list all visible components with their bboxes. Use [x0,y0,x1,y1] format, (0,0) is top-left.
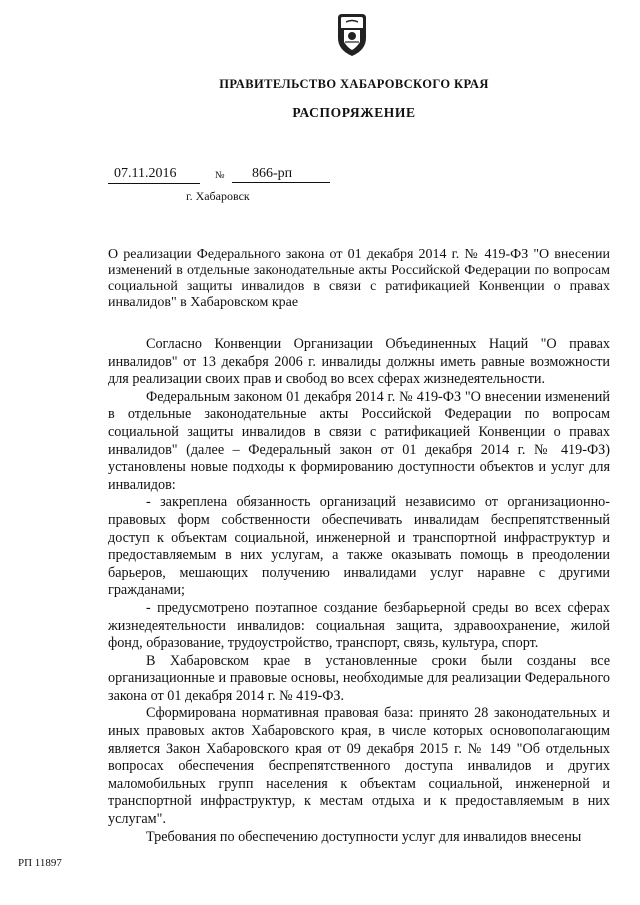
paragraph: Требования по обеспечению доступности услуг для инвалидов внесены [146,828,582,845]
document-subject: О реализации Федерального закона от 01 декабря 2014 г. № 419-ФЗ "О внесении изменений в отдельные законодательные акты Российской Федерации по вопросам социальной защиты инвалидов в связи с ратификацией Конвенции о правах инвалидов" в Хабаровском крае [108,247,610,310]
paragraph: Сформирована нормативная правовая база: принято 28 законодательных и иных правовых актов Хабаровского края, в числе которых основополагающим является Закон Хабаровского края от 09 декабря 2015 г. № 149 "Об отдельных вопросах обеспечения беспрепятственного доступа инвалидов и других маломобильных групп населения к объектам социальной, инженерной и транспортной инфраструктур, к местам отдыха и к предоставляемым в них услугам". [108,705,610,828]
list-item: - предусмотрено поэтапное создание безбарьерной среды во всех сферах жизнедеятельности инвалидов: социальная защита, здравоохранение, жилой фонд, образование, трудоустройство, транспорт, связь, культура, спорт. [108,599,610,652]
document-type: РАСПОРЯЖЕНИЕ [292,105,416,120]
paragraph: Согласно Конвенции Организации Объединенных Наций "О правах инвалидов" от 13 декабря 2006 г. инвалиды должны иметь равные возможности для реализации своих прав и свобод во всех сферах жизнедеятельности. [108,336,610,388]
city: г. Хабаровск [186,189,250,203]
document-date: 07.11.2016 [108,166,200,184]
coat-of-arms-icon [332,12,372,58]
paragraph: Федеральным законом 01 декабря 2014 г. № 419-ФЗ "О внесении изменений в отдельные законодательные акты Российской Федерации по вопросам социальной защиты инвалидов в связи с ратификацией Конвенции о правах инвалидов" (далее – Федеральный закон от 01 декабря 2014 г. № 419-ФЗ) установлены новые подходы к формированию доступности объектов и услуг для инвалидов: [108,388,610,493]
document-body [108,336,610,846]
list-item: - закреплена обязанность организаций независимо от организационно-правовых форм собственности обеспечивать инвалидам беспрепятственный доступ к объектам социальной, инженерной и транспортной инфраструктур и предоставляемым в них услугам, а также оказывать помощь в преодолении барьеров, мешающих получению инвалидами услуг наравне с другими гражданами; [108,494,610,599]
organization-title: ПРАВИТЕЛЬСТВО ХАБАРОВСКОГО КРАЯ [219,77,489,91]
footer-code: РП 11897 [18,857,62,869]
paragraph: В Хабаровском крае в установленные сроки были созданы все организационные и правовые основы, необходимые для реализации Федерального закона от 01 декабря 2014 г. № 419-ФЗ. [108,652,610,704]
number-label: № [215,170,225,181]
document-number: 866-рп [232,166,330,183]
